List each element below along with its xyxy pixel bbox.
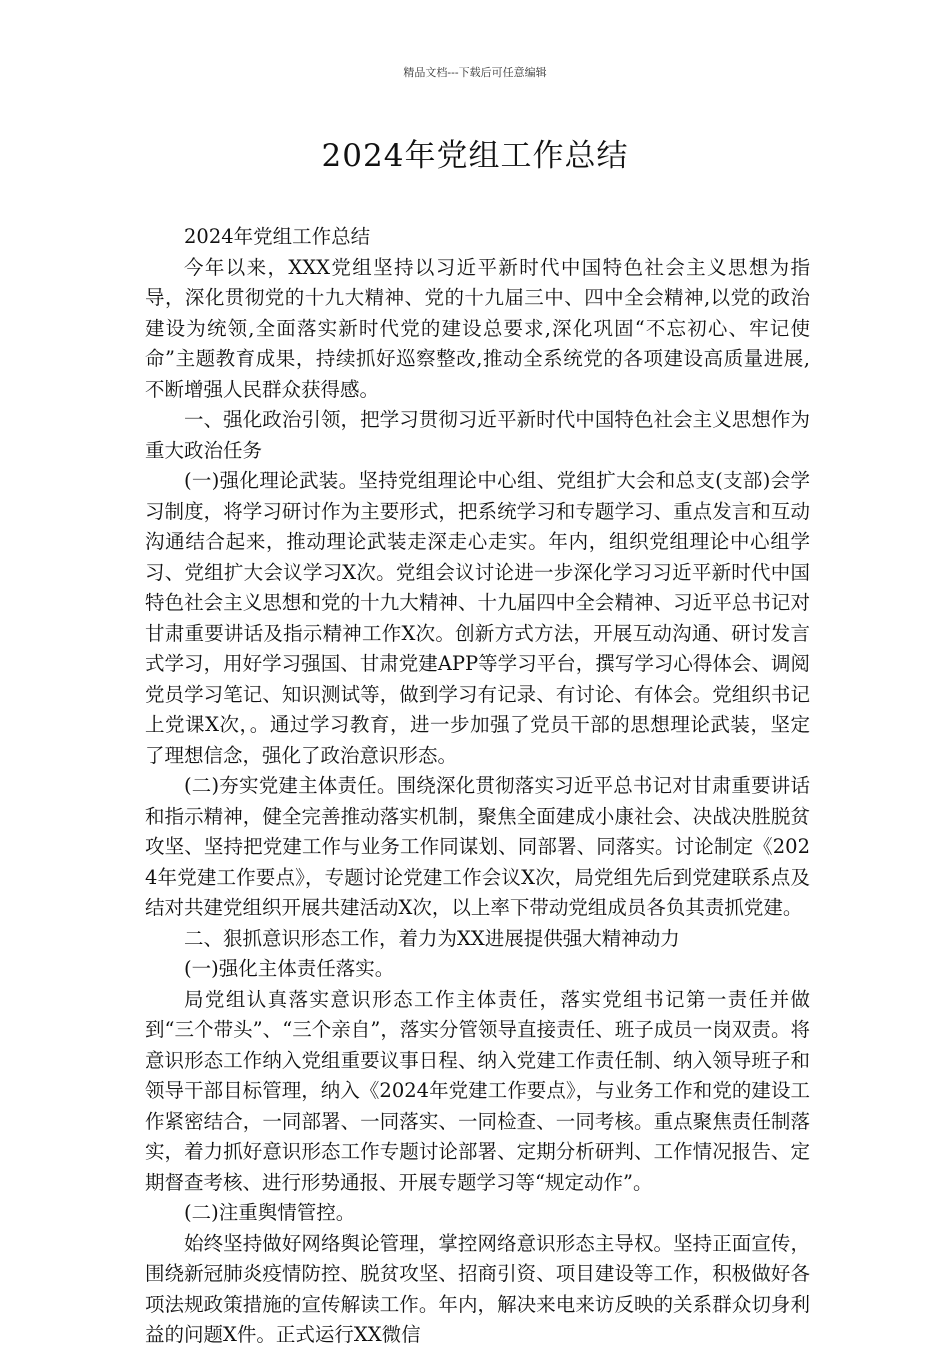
body-paragraph: (二)夯实党建主体责任。围绕深化贯彻落实习近平总书记对甘肃重要讲话和指示精神，健全完善推动落实机制，聚焦全面建成小康社会、决战决胜脱贫攻坚、坚持把党建工作与业务工作同谋划、同部署、同落实。讨论制定《2024年党建工作要点》，专题讨论党建工作会议X次，局党组先后到党建联系点及结对共建党组织开展共建活动X次，以上率下带动党组成员各负其责抓党建。 xyxy=(145,774,810,919)
subsection-heading: (一)强化主体责任落实。 xyxy=(184,957,395,980)
document-body xyxy=(145,222,810,1351)
subtitle-paragraph: 2024年党组工作总结 xyxy=(184,225,371,248)
page-header: 精品文档---下载后可任意编辑 xyxy=(403,66,547,79)
section-heading-2: 二、狠抓意识形态工作，着力为XX进展提供强大精神动力 xyxy=(184,926,680,950)
body-paragraph: (一)强化理论武装。坚持党组理论中心组、党组扩大会和总支(支部)会学习制度，将学习研讨作为主要形式，把系统学习和专题学习、重点发言和互动沟通结合起来，推动理论武装走深走心走实。年内，组织党组理论中心组学习、党组扩大会议学习X次。党组会议讨论进一步深化学习习近平新时代中国特色社会主义思想和党的十九大精神、十九届四中全会精神、习近平总书记对甘肃重要讲话及指示精神工作X次。创新方式方法，开展互动沟通、研讨发言式学习，用好学习强国、甘肃党建APP等学习平台，撰写学习心得体会、调阅党员学习笔记、知识测试等，做到学习有记录、有讨论、有体会。党组织书记上党课X次，。通过学习教育，进一步加强了党员干部的思想理论武装，坚定了理想信念，强化了政治意识形态。 xyxy=(145,469,810,767)
body-paragraph: 局党组认真落实意识形态工作主体责任，落实党组书记第一责任并做到“三个带头”、“三个亲自”，落实分管领导直接责任、班子成员一岗双责。将意识形态工作纳入党组重要议事日程、纳入党建工作责任制、纳入领导班子和领导干部目标管理，纳入《2024年党建工作要点》，与业务工作和党的建设工作紧密结合，一同部署、一同落实、一同检查、一同考核。重点聚焦责任制落实，着力抓好意识形态工作专题讨论部署、定期分析研判、工作情况报告、定期督查考核、进行形势通报、开展专题学习等“规定动作”。 xyxy=(145,987,810,1194)
document-title: 2024年党组工作总结 xyxy=(321,138,629,174)
subsection-heading: (二)注重舆情管控。 xyxy=(184,1201,356,1224)
intro-paragraph: 今年以来，XXX党组坚持以习近平新时代中国特色社会主义思想为指导，深化贯彻党的十九大精神、党的十九届三中、四中全会精神,以党的政治建设为统领,全面落实新时代党的建设总要求,深化巩固“不忘初心、牢记使命”主题教育成果，持续抓好巡察整改,推动全系统党的各项建设高质量进展,不断增强人民群众获得感。 xyxy=(145,255,810,401)
section-heading-1: 一、强化政治引领，把学习贯彻习近平新时代中国特色社会主义思想作为重大政治任务 xyxy=(145,408,810,462)
body-paragraph: 始终坚持做好网络舆论管理，掌控网络意识形态主导权。坚持正面宣传，围绕新冠肺炎疫情防控、脱贫攻坚、招商引资、项目建设等工作，积极做好各项法规政策措施的宣传解读工作。年内，解决来电来访反映的关系群众切身利益的问题X件。正式运行XX微信 xyxy=(145,1231,810,1346)
